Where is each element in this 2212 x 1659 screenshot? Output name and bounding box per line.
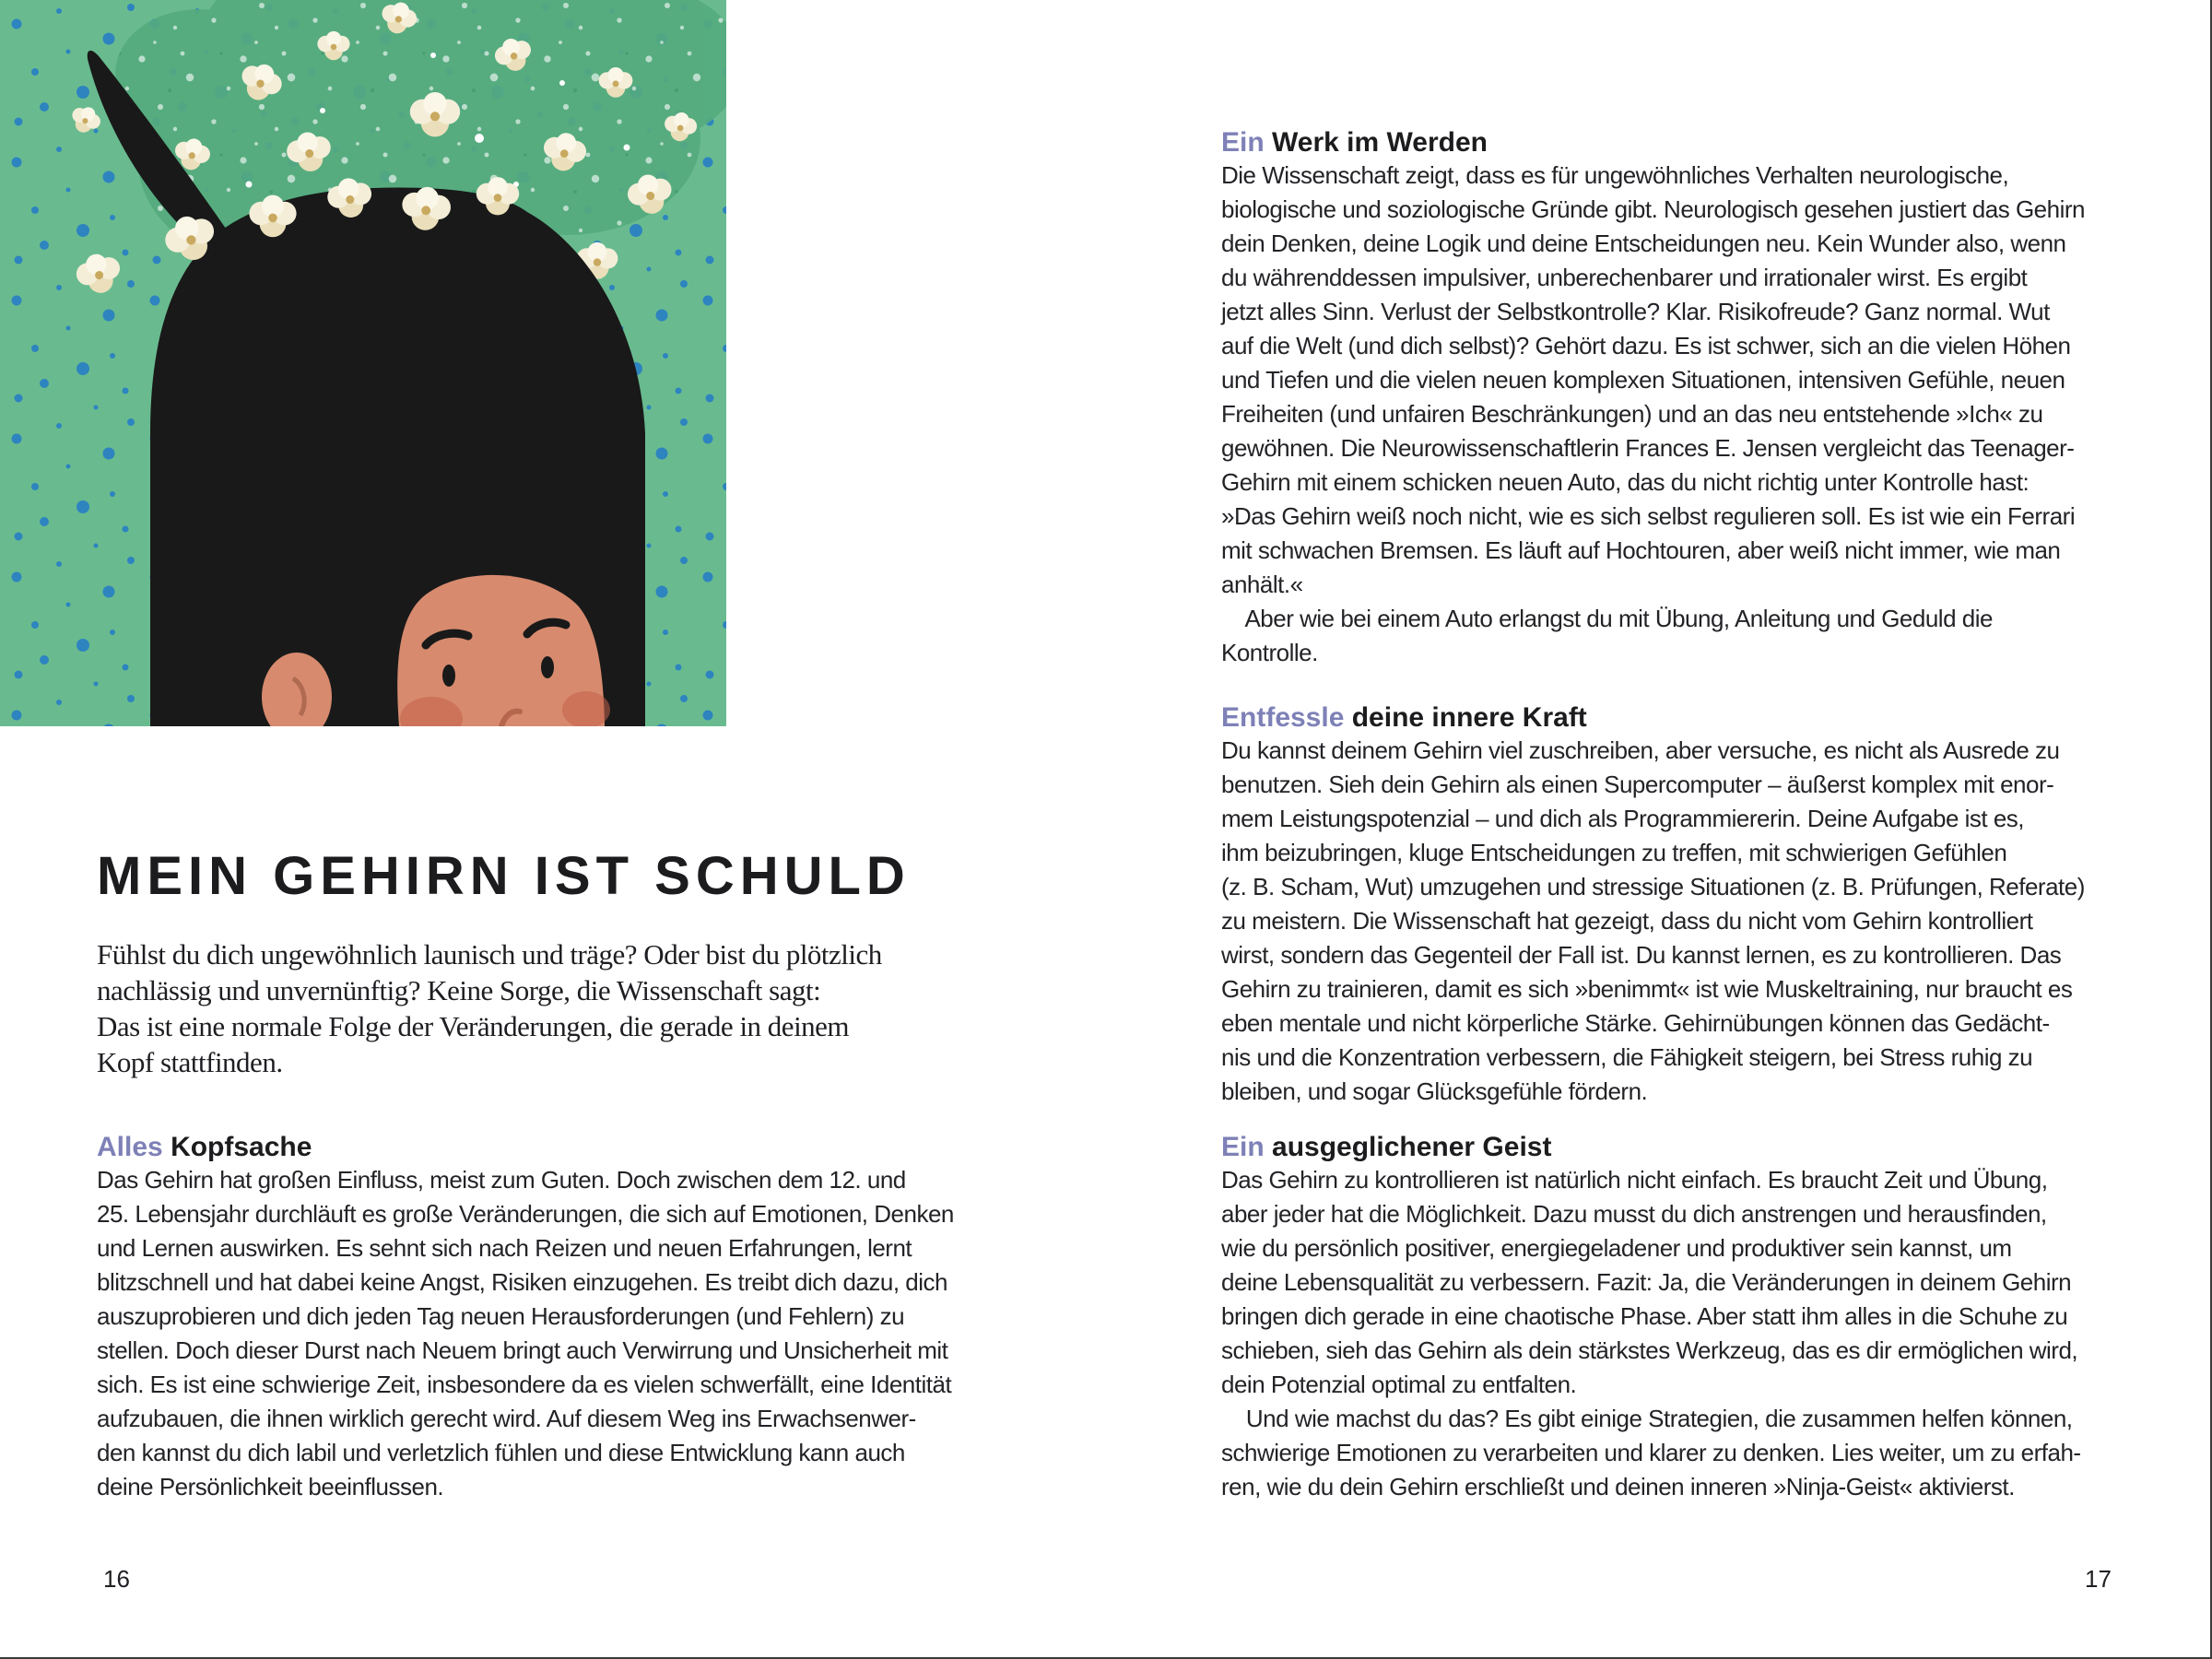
text-line: wirst, sondern das Gegenteil der Fall ist. Du kannst lernen, es zu kontrollieren. Das — [1221, 941, 2062, 969]
text-line: Kopf stattfinden. — [97, 1046, 283, 1078]
text-line: zu meistern. Die Wissenschaft hat gezeigt, dass du nicht vom Gehirn kontrolliert — [1221, 907, 2033, 935]
chapter-title: MEIN GEHIRN IST SCHULD — [97, 846, 911, 906]
text-line: jetzt alles Sinn. Verlust der Selbstkontrolle? Klar. Risikofreude? Ganz normal. Wut — [1221, 298, 2050, 325]
text-line: Die Wissenschaft zeigt, dass es für ungewöhnliches Verhalten neurologische, — [1221, 161, 2009, 189]
text-line: mit schwachen Bremsen. Es läuft auf Hochtouren, aber weiß nicht immer, wie man — [1221, 536, 2061, 564]
text-line: den kannst du dich labil und verletzlich fühlen und diese Entwicklung kann auch — [97, 1439, 905, 1466]
heading-rest: Kopfsache — [171, 1132, 312, 1162]
page-number-right: 17 — [2085, 1565, 2112, 1593]
heading-accent-word: Ein — [1221, 127, 1265, 158]
popcorn-brain-illustration — [0, 0, 726, 726]
section-ausgeglichener-geist — [1221, 1132, 2198, 1504]
text-line: und Lernen auswirken. Es sehnt sich nach Reizen und neuen Erfahrungen, lernt — [97, 1234, 912, 1262]
text-line: wie du persönlich positiver, energiegeladener und produktiver sein kannst, um — [1221, 1234, 2012, 1262]
text-line: Das ist eine normale Folge der Veränderungen, die gerade in deinem — [97, 1010, 850, 1042]
right-page-content — [1221, 127, 2198, 1504]
text-line: auf die Welt (und dich selbst)? Gehört dazu. Es ist schwer, sich an die vielen Höhen — [1221, 332, 2071, 359]
text-line: bleiben, und sogar Glücksgefühle fördern. — [1221, 1077, 1648, 1105]
left-page-content — [97, 844, 1101, 1504]
text-line: Das Gehirn zu kontrollieren ist natürlich nicht einfach. Es braucht Zeit und Übung, — [1221, 1166, 2048, 1194]
text-line: biologische und soziologische Gründe gibt. Neurologisch gesehen justiert das Gehirn — [1221, 195, 2085, 223]
text-line: anhält.« — [1221, 571, 1303, 598]
text-line: schieben, sieh das Gehirn als dein stärkstes Werkzeug, das es dir ermöglichen wird, — [1221, 1336, 2078, 1364]
text-line: gewöhnen. Die Neurowissenschaftlerin Frances E. Jensen vergleicht das Teenager- — [1221, 434, 2075, 462]
text-line: auszuprobieren und dich jeden Tag neuen Herausforderungen (und Fehlern) zu — [97, 1302, 905, 1330]
illustration-svg — [0, 0, 726, 726]
text-line: dein Potenzial optimal zu entfalten. — [1221, 1371, 1577, 1398]
heading-rest: Werk im Werden — [1272, 127, 1488, 158]
text-line: »Das Gehirn weiß noch nicht, wie es sich selbst regulieren soll. Es ist wie ein Ferrari — [1221, 502, 2076, 530]
text-line: Freiheiten (und unfairen Beschränkungen) und an das neu entstehende »Ich« zu — [1221, 400, 2043, 428]
section-werk-im-werden — [1221, 127, 2198, 670]
heading-accent-word: Ein — [1221, 1132, 1265, 1162]
text-line: Aber wie bei einem Auto erlangst du mit Übung, Anleitung und Geduld die — [1221, 605, 1993, 632]
text-line: Und wie machst du das? Es gibt einige Strategien, die zusammen helfen können, — [1221, 1405, 2073, 1432]
text-line: blitzschnell und hat dabei keine Angst, Risiken einzugehen. Es treibt dich dazu, dich — [97, 1268, 947, 1296]
heading-accent-word: Entfessle — [1221, 702, 1345, 733]
text-line: mem Leistungspotenzial – und dich als Programmiererin. Deine Aufgabe ist es, — [1221, 805, 2025, 832]
text-line: ihm beizubringen, kluge Entscheidungen zu treffen, mit schwierigen Gefühlen — [1221, 839, 2007, 866]
text-line: Gehirn mit einem schicken neuen Auto, das du nicht richtig unter Kontrolle hast: — [1221, 468, 2030, 496]
heading-rest: ausgeglichener Geist — [1272, 1132, 1552, 1162]
section-body-werk — [1221, 159, 2198, 670]
text-line: schwierige Emotionen zu verarbeiten und klarer zu denken. Lies weiter, um zu erfah- — [1221, 1439, 2081, 1466]
text-line: aber jeder hat die Möglichkeit. Dazu musst du dich anstrengen und herausfinden, — [1221, 1200, 2047, 1228]
page-number-left: 16 — [103, 1565, 130, 1593]
text-line: aufzubauen, die ihnen wirklich gerecht wird. Auf diesem Weg ins Erwachsenwer- — [97, 1405, 916, 1432]
text-line: Gehirn zu trainieren, damit es sich »benimmt« ist wie Muskeltraining, nur braucht es — [1221, 975, 2073, 1003]
text-line: dein Denken, deine Logik und deine Entscheidungen neu. Kein Wunder also, wenn — [1221, 229, 2066, 257]
text-line: benutzen. Sieh dein Gehirn als einen Supercomputer – äußerst komplex mit enor- — [1221, 771, 2054, 798]
text-line: Du kannst deinem Gehirn viel zuschreiben, aber versuche, es nicht als Ausrede zu — [1221, 736, 2060, 764]
text-line: 25. Lebensjahr durchläuft es große Veränderungen, die sich auf Emotionen, Denken — [97, 1200, 954, 1228]
text-line: ren, wie du dein Gehirn erschließt und deinen inneren »Ninja-Geist« aktivierst. — [1221, 1473, 2015, 1500]
text-line: Kontrolle. — [1221, 639, 1318, 666]
section-body-kraft — [1221, 734, 2198, 1109]
section-heading-werk — [1221, 127, 2198, 159]
text-line: nis und die Konzentration verbessern, die Fähigkeit steigern, bei Stress ruhig zu — [1221, 1043, 2033, 1071]
text-line: nachlässig und unvernünftig? Keine Sorge, die Wissenschaft sagt: — [97, 974, 821, 1006]
section-heading-kopfsache — [97, 1132, 1101, 1163]
text-line: stellen. Doch dieser Durst nach Neuem bringt auch Verwirrung und Unsicherheit mit — [97, 1336, 948, 1364]
section-heading-geist — [1221, 1132, 2198, 1163]
section-body-kopfsache — [97, 1163, 1101, 1504]
heading-accent-word: Alles — [97, 1132, 163, 1162]
text-line: Das Gehirn hat großen Einfluss, meist zum Guten. Doch zwischen dem 12. und — [97, 1166, 906, 1194]
text-line: du währenddessen impulsiver, unberechenbarer und irrationaler wirst. Es ergibt — [1221, 264, 2028, 291]
text-line: eben mentale und nicht körperliche Stärke. Gehirnübungen können das Gedächt- — [1221, 1009, 2050, 1037]
section-body-geist — [1221, 1163, 2198, 1504]
text-line: Fühlst du dich ungewöhnlich launisch und träge? Oder bist du plötzlich — [97, 938, 882, 971]
text-line: deine Persönlichkeit beeinflussen. — [97, 1473, 444, 1500]
text-line: (z. B. Scham, Wut) umzugehen und stressige Situationen (z. B. Prüfungen, Referate) — [1221, 873, 2085, 900]
text-line: bringen dich gerade in eine chaotische Phase. Aber statt ihm alles in die Schuhe zu — [1221, 1302, 2068, 1330]
text-line: und Tiefen und die vielen neuen komplexen Situationen, intensiven Gefühle, neuen — [1221, 366, 2065, 394]
intro-paragraph — [97, 936, 1101, 1080]
text-line: sich. Es ist eine schwierige Zeit, insbesondere da es vielen schwerfällt, eine Identität — [97, 1371, 952, 1398]
section-innere-kraft — [1221, 702, 2198, 1109]
heading-rest: deine innere Kraft — [1351, 702, 1587, 733]
text-line: deine Lebensqualität zu verbessern. Fazit: Ja, die Veränderungen in deinem Gehirn — [1221, 1268, 2072, 1296]
section-heading-kraft — [1221, 702, 2198, 734]
